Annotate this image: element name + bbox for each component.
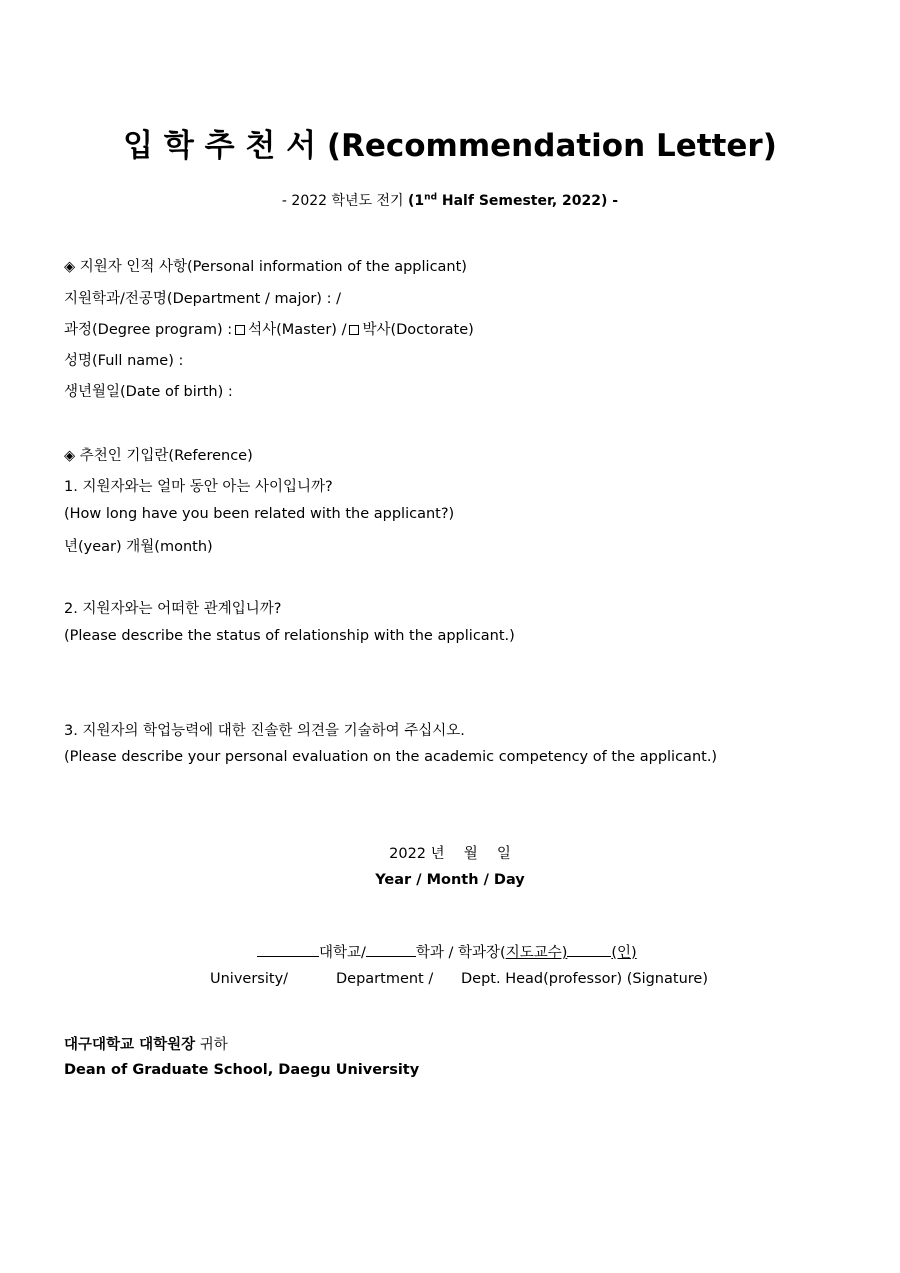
reference-heading: ◈ 추천인 기입란(Reference) [64, 448, 253, 464]
document-title: 입 학 추 천 서 (Recommendation Letter) [123, 128, 777, 164]
name-field: 성명(Full name) : [64, 353, 184, 369]
addressee-ko-bold: 대구대학교 대학원장 [64, 1037, 196, 1053]
signature-univ-en: University/ [210, 971, 289, 987]
question-1-answer: 년(year) 개월(month) [64, 539, 213, 555]
date-en: Year / Month / Day [375, 872, 525, 888]
doctor-checkbox[interactable] [349, 325, 359, 335]
document-subtitle [0, 190, 900, 210]
subtitle-prefix: - 2022 학년도 전기 [281, 193, 409, 209]
personal-info-heading: ◈ 지원자 인적 사항(Personal information of the applicant) [64, 259, 467, 275]
date-ko: 2022 년 월 일 [389, 846, 511, 862]
signature-dept-en: Department / [336, 971, 434, 987]
department-blank[interactable] [366, 942, 416, 957]
department-field: 지원학과/전공명(Department / major) : / [64, 291, 341, 307]
addressee-ko [64, 1033, 228, 1054]
dob-field: 생년월일(Date of birth) : [64, 384, 233, 400]
subtitle-sup: nd [424, 192, 438, 203]
signature-line-ko [257, 941, 637, 962]
question-2-en: (Please describe the status of relationship with the applicant.) [64, 628, 515, 644]
degree-label: 과정(Degree program) : [64, 322, 233, 338]
subtitle-bold-rest: Half Semester, 2022) - [437, 193, 619, 209]
signature-dept-ko: 학과 / 학과장( [415, 945, 506, 961]
question-1-ko: 1. 지원자와는 얼마 동안 아는 사이입니까? [64, 479, 333, 495]
addressee-en: Dean of Graduate School, Daegu University [64, 1062, 420, 1078]
question-2-ko: 2. 지원자와는 어떠한 관계입니까? [64, 601, 282, 617]
question-3-ko: 3. 지원자의 학업능력에 대한 진솔한 의견을 기술하여 주십시오. [64, 723, 465, 739]
addressee-ko-rest: 귀하 [195, 1037, 228, 1053]
degree-field [64, 318, 474, 339]
signature-blank[interactable] [567, 942, 611, 957]
signature-seal-ko: (인) [611, 945, 637, 961]
degree-master-label: 석사(Master) / [248, 322, 347, 338]
signature-head-en: Dept. Head(professor) (Signature) [461, 971, 708, 987]
master-checkbox[interactable] [235, 325, 245, 335]
question-1-en: (How long have you been related with the applicant?) [64, 506, 455, 522]
university-blank[interactable] [257, 942, 319, 957]
signature-prof-ko: 지도교수) [505, 945, 568, 961]
subtitle-bold-open: (1 [408, 193, 425, 209]
question-3-en: (Please describe your personal evaluation on the academic competency of the applicant.) [64, 749, 718, 765]
signature-univ-ko: 대학교/ [319, 945, 366, 961]
degree-doctor-label: 박사(Doctorate) [362, 322, 474, 338]
